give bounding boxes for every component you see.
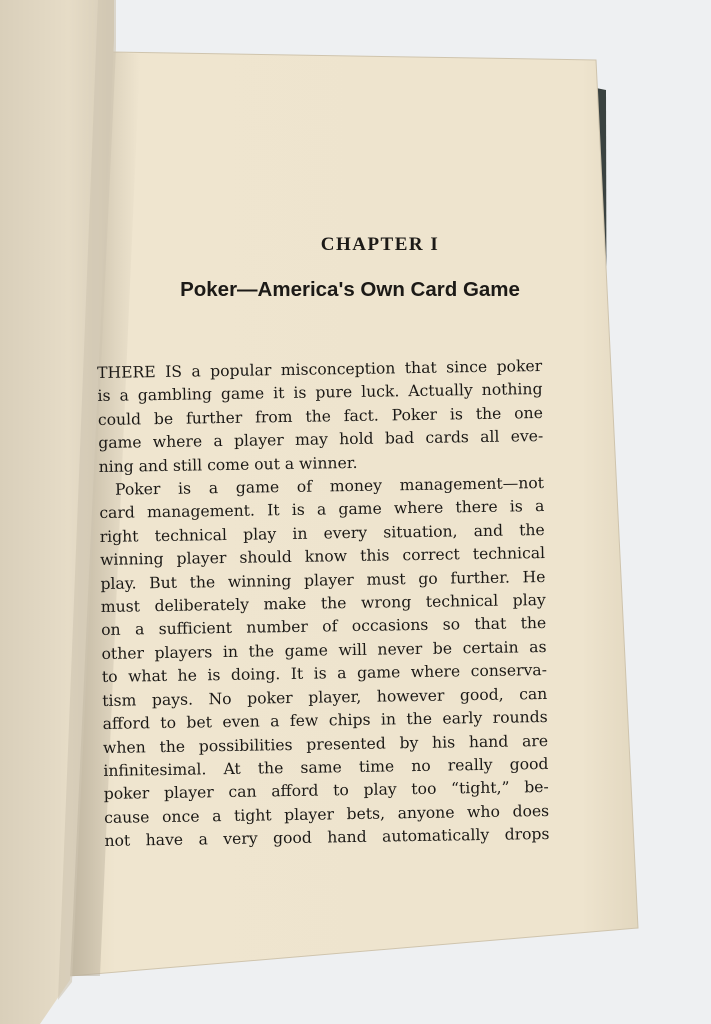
text-line: cause once a tight player bets, anyone who does	[104, 801, 550, 827]
text-line: card management. It is a game where there is a	[99, 497, 545, 523]
text-line: could be further from the fact. Poker is the one	[97, 403, 543, 429]
text-line: Poker is a game of money management—not	[114, 474, 545, 499]
text-line: poker player can afford to play too “tight,” be-	[103, 778, 549, 804]
text-line: play. But the winning player must go further. He	[100, 567, 546, 593]
text-line: winning player should know this correct technical	[99, 544, 546, 570]
text-line: ning and still come out a winner.	[98, 453, 358, 476]
text-line: afford to bet even a few chips in the early rounds	[102, 708, 548, 734]
text-line: when the possibilities presented by his hand are	[102, 731, 549, 757]
text-line: other players in the game will never be certain as	[101, 637, 547, 663]
text-line: is a gambling game it is pure luck. Actually nothing	[97, 380, 543, 406]
body-text	[97, 355, 550, 853]
text-line: infinitesimal. At the same time no really good	[103, 754, 549, 780]
chapter-title: Poker—America's Own Card Game	[180, 278, 520, 301]
text-line: not have a very good hand automatically drops	[104, 825, 550, 851]
text-line: right technical play in every situation, and the	[99, 520, 545, 546]
text-line: to what he is doing. It is a game where conserva-	[101, 661, 548, 687]
text-line: game where a player may hold bad cards all eve-	[98, 427, 544, 453]
text-line: must deliberately make the wrong technical play	[100, 591, 546, 617]
text-line: tism pays. No poker player, however good, can	[102, 684, 548, 710]
text-line: on a sufficient number of occasions so that the	[101, 614, 547, 640]
chapter-number: CHAPTER I	[320, 234, 440, 255]
text-line: THERE IS a popular misconception that since poker	[97, 357, 543, 382]
